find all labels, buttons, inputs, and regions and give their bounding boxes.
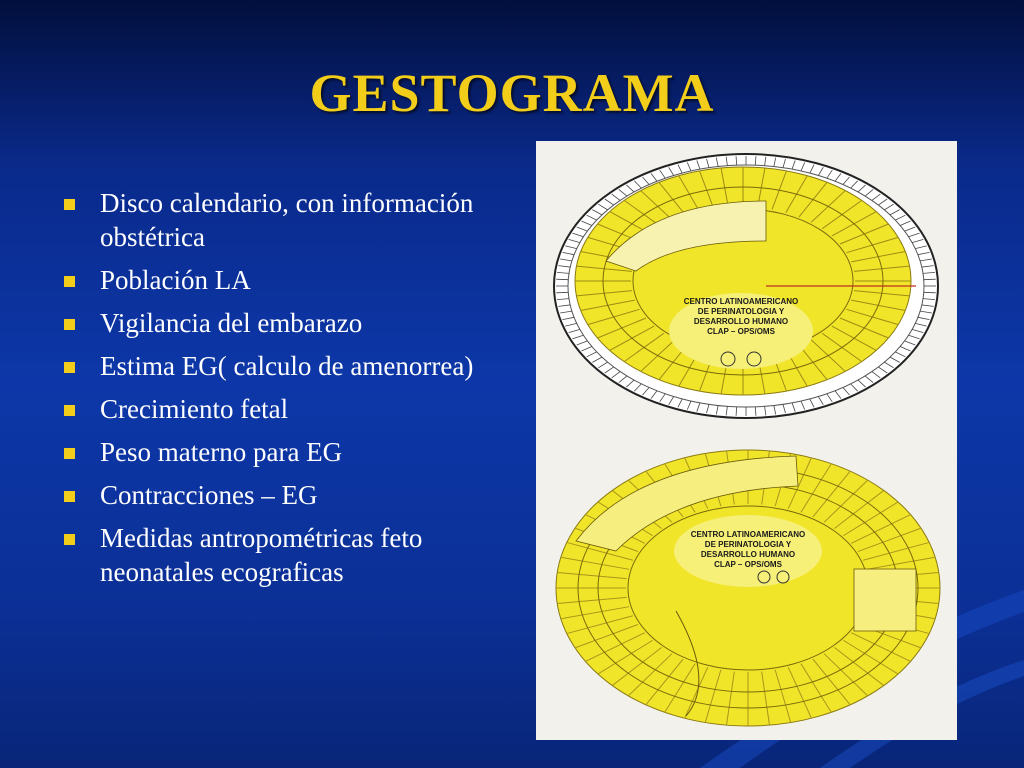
slide-title: GESTOGRAMA — [309, 63, 715, 123]
bullet-item — [62, 435, 482, 469]
square-bullet-icon — [64, 491, 75, 502]
bullet-item — [62, 186, 482, 254]
square-bullet-icon — [64, 405, 75, 416]
bullet-item — [62, 392, 482, 426]
disc-top-label-4: CLAP – OPS/OMS — [707, 327, 775, 336]
disc-bottom-label-3: DESARROLLO HUMANO — [700, 550, 796, 559]
disc-bottom-label-1: CENTRO LATINOAMERICANO — [690, 530, 806, 539]
gestograma-photo — [536, 141, 957, 740]
square-bullet-icon — [64, 199, 75, 210]
square-bullet-icon — [64, 534, 75, 545]
square-bullet-icon — [64, 448, 75, 459]
bullet-text: Crecimiento fetal — [100, 394, 289, 424]
bullet-list — [62, 186, 482, 598]
bullet-item — [62, 521, 482, 589]
bullet-text: Vigilancia del embarazo — [100, 308, 363, 338]
disc-bottom-label-4: CLAP – OPS/OMS — [714, 560, 782, 569]
gestogram-disc-bottom — [556, 450, 940, 726]
disc-top-label-2: DE PERINATOLOGIA Y — [697, 307, 785, 316]
bullet-item — [62, 263, 482, 297]
bullet-text: Población LA — [100, 265, 251, 295]
square-bullet-icon — [64, 362, 75, 373]
bullet-text: Medidas antropométricas feto neonatales ecograficas — [100, 523, 423, 587]
bullet-text: Peso materno para EG — [100, 437, 343, 467]
disc-top-label-1: CENTRO LATINOAMERICANO — [683, 297, 799, 306]
disc-top-label-3: DESARROLLO HUMANO — [693, 317, 789, 326]
bullet-text: Contracciones – EG — [100, 480, 318, 510]
bullet-text: Estima EG( calculo de amenorrea) — [100, 351, 474, 381]
gestogram-disc-top — [554, 154, 938, 418]
bullet-text: Disco calendario, con información obstétrica — [100, 188, 474, 252]
square-bullet-icon — [64, 319, 75, 330]
bullet-item — [62, 478, 482, 512]
square-bullet-icon — [64, 276, 75, 287]
bullet-item — [62, 349, 482, 383]
disc-bottom-label-2: DE PERINATOLOGIA Y — [704, 540, 792, 549]
bullet-item — [62, 306, 482, 340]
